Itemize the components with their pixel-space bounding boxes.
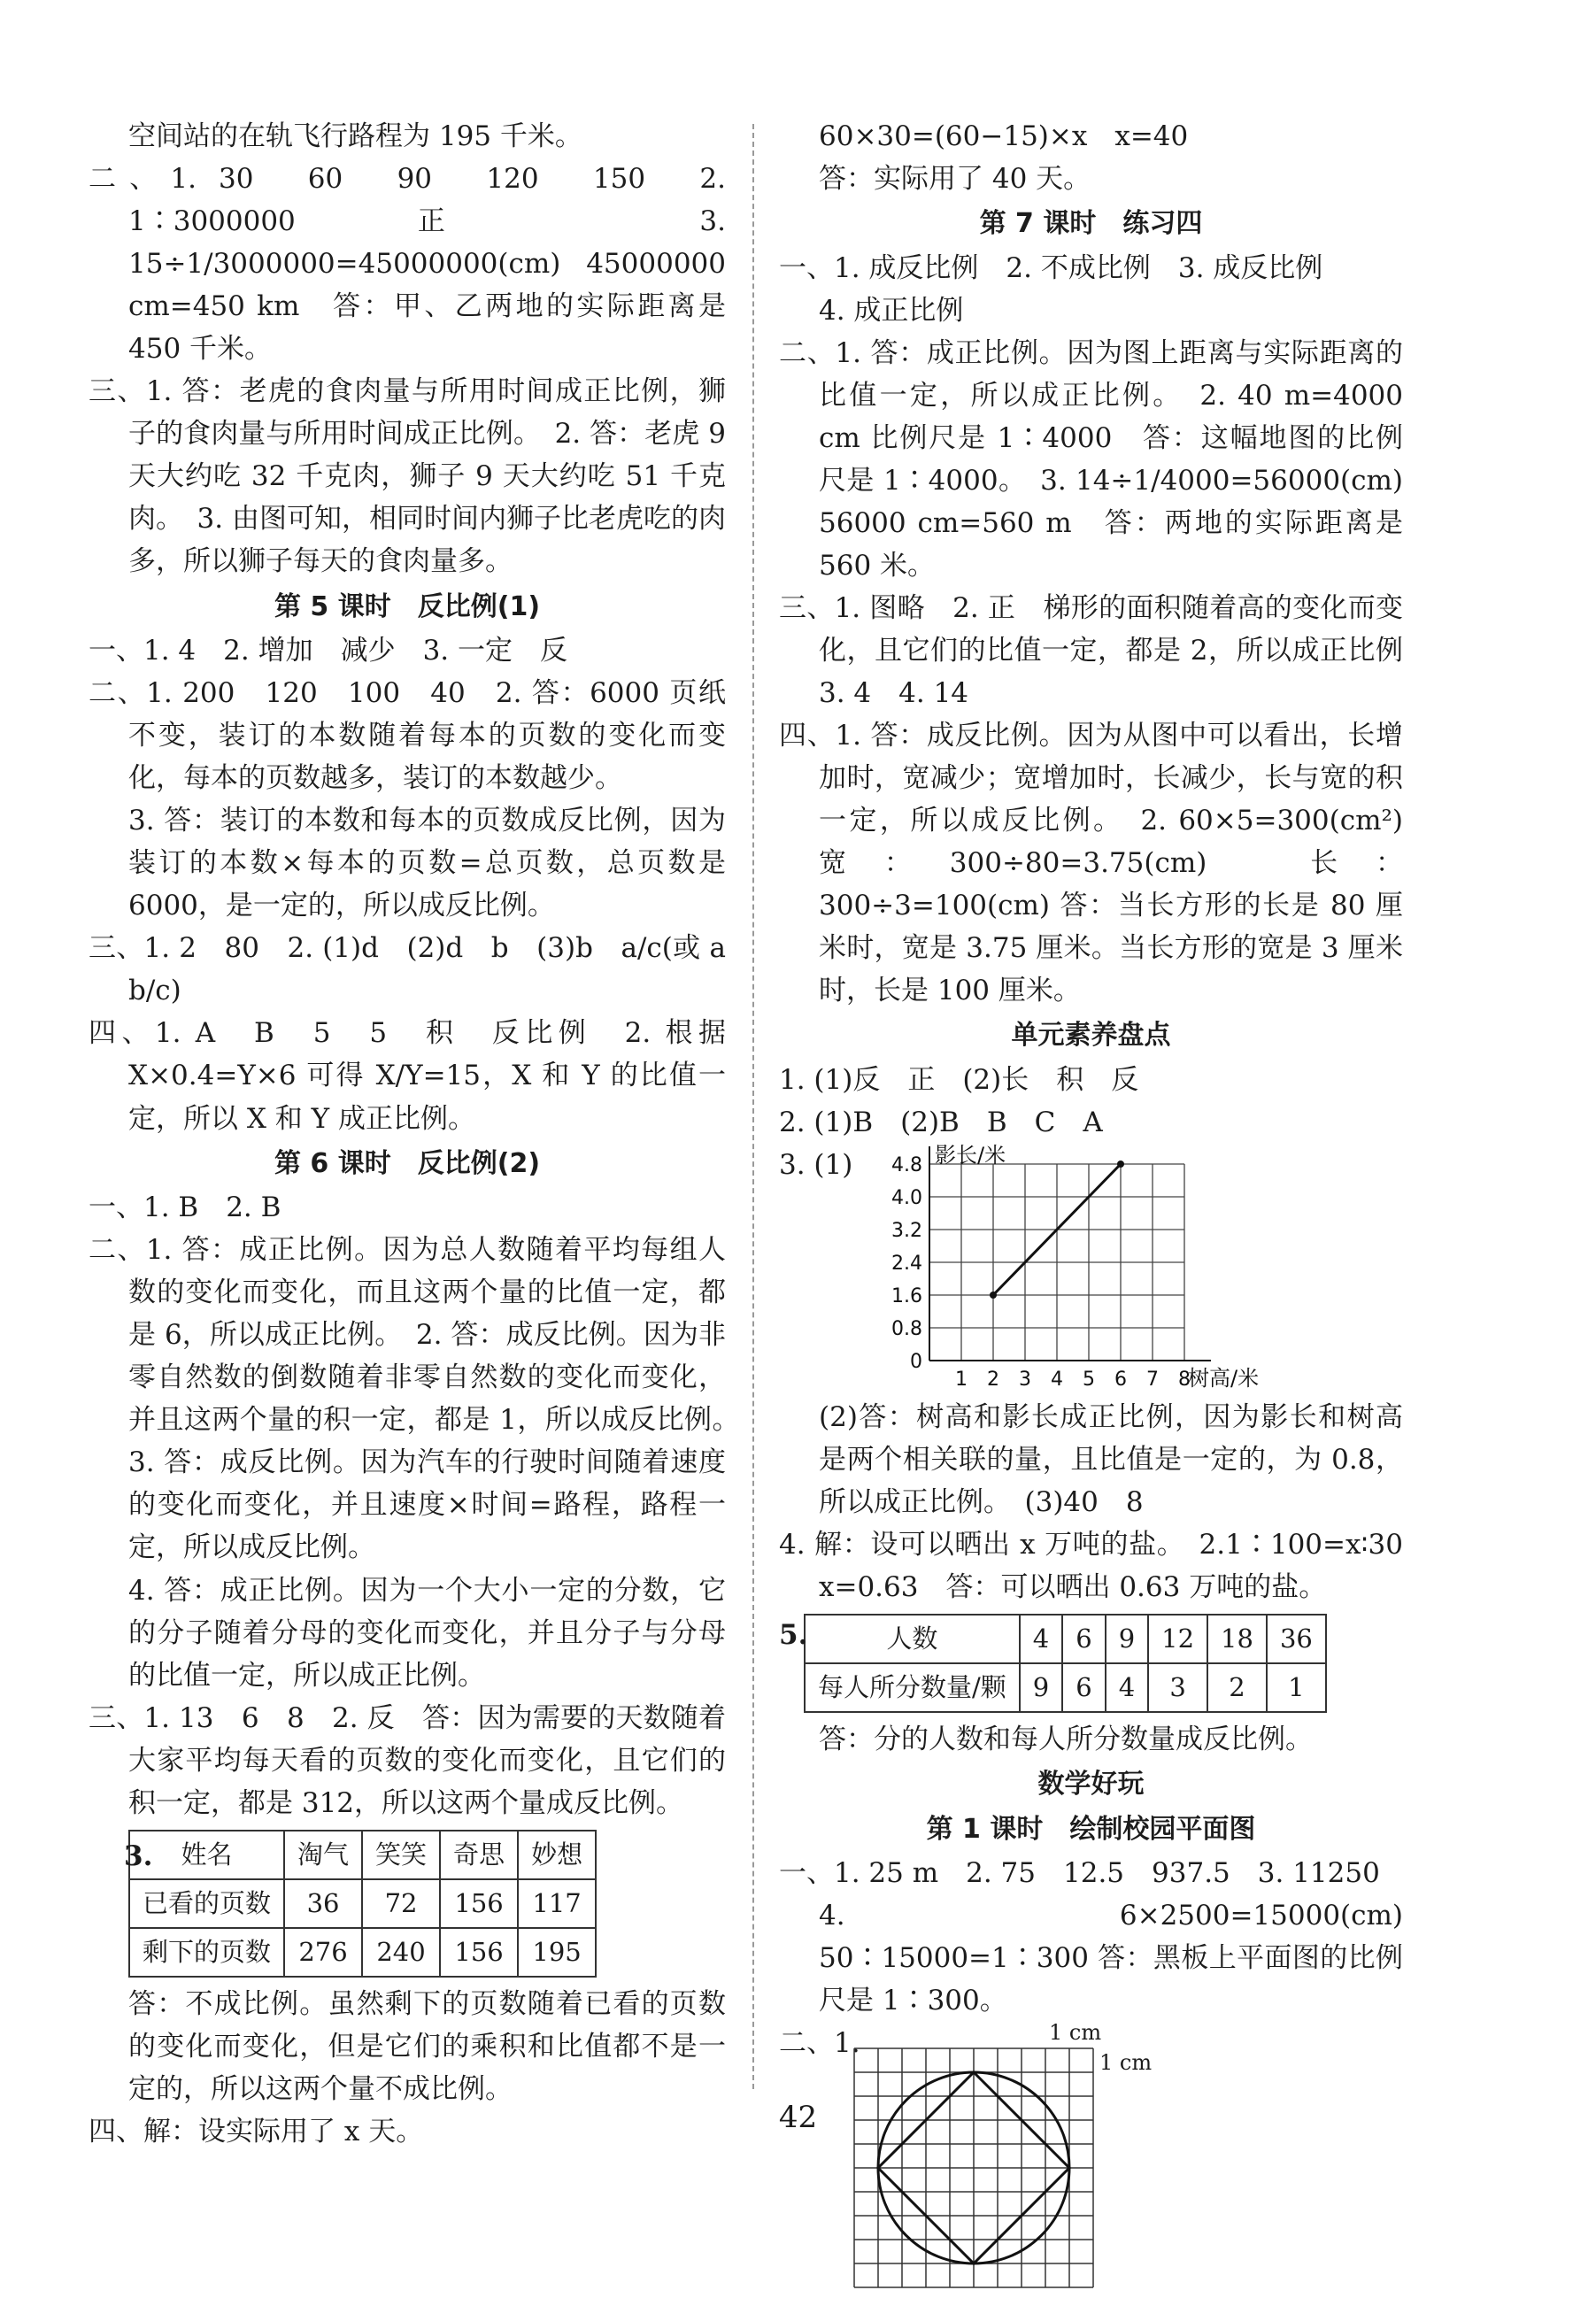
answer-line: 答：实际用了 40 天。 [819, 163, 1091, 196]
table-cell: 奇思 [440, 1831, 518, 1879]
table-row [129, 1879, 596, 1928]
table-cell: 剩下的页数 [129, 1928, 284, 1977]
y-tick-label: 0.8 [891, 1318, 922, 1341]
answer-line: 2. (1)B (2)B B C A [779, 1106, 1103, 1138]
section-title: 数学好玩 [1037, 1769, 1145, 1801]
answer-block: 一、1. B 2. B [89, 1191, 281, 1224]
answer-block: 一、1. 成反比例 2. 不成比例 3. 成反比例 [779, 251, 1323, 284]
pages-table [128, 1830, 597, 1978]
y-tick-label: 1.6 [891, 1285, 922, 1308]
shadow-chart [867, 1144, 1284, 1396]
page-number: 42 [778, 2100, 818, 2135]
right-column [779, 115, 1430, 2296]
school-plan-grid [845, 2040, 1102, 2296]
table-cell: 195 [518, 1928, 596, 1977]
table-cell: 156 [440, 1879, 518, 1928]
table-cell: 240 [362, 1928, 440, 1977]
table-cell: 妙想 [518, 1831, 596, 1879]
answer-block: 二、1. 200 120 100 40 2. 答：6000 页纸不变，装订的本数随着每本的页数的变化而变化，每本的页数越多，装订的本数越少。 [89, 677, 726, 795]
table-cell: 已看的页数 [129, 1879, 284, 1928]
answer-line: 答：分的人数和每人所分数量成反比例。 [819, 1724, 1313, 1756]
x-tick-label: 4 [1051, 1369, 1063, 1392]
table-cell: 2 [1207, 1663, 1267, 1712]
answer-block: 三、1. 答：老虎的食肉量与所用时间成正比例，狮子的食肉量与所用时间成正比例。 2. 答：老虎 9 天大约吃 32 千克肉，狮子 9 天大约吃 51 千克肉。 3. 由图可知，相同时间内狮子比老虎吃的肉多，所以狮子每天的食肉量多。 [89, 375, 726, 578]
answer-line: 4. 成正比例 [819, 294, 964, 327]
table-cell: 4 [1106, 1663, 1148, 1712]
left-column [89, 115, 753, 2153]
x-tick-label: 1 [955, 1369, 968, 1392]
distribution-table [804, 1614, 1327, 1713]
y-axis-label: 影长/米 [935, 1144, 1006, 1168]
table-cell: 笑笑 [362, 1831, 440, 1879]
answer-block: 四、1. 答：成反比例。因为从图中可以看出，长增加时，宽减少；宽增加时，长减少，长与宽的积一定，所以成反比例。 2. 60×5=300(cm²) 宽：300÷80=3.75(cm) 长：300÷3=100(cm) 答：当长方形的长是 80 厘米时，宽是 3.75 厘米。当长方形的宽是 3 厘米时，长是 100 厘米。 [779, 720, 1403, 1007]
table-row [805, 1615, 1326, 1663]
answer-block: 一、1. 4 2. 增加 减少 3. 一定 反 [89, 635, 568, 667]
y-tick-label: 0 [910, 1351, 922, 1374]
y-tick-label: 3.2 [891, 1220, 922, 1243]
table-cell: 3 [1148, 1663, 1207, 1712]
table-row [129, 1928, 596, 1977]
x-tick-label: 7 [1146, 1369, 1159, 1392]
table-cell: 姓名 [129, 1831, 284, 1879]
answer-block: 四、解：设实际用了 x 天。 [89, 2115, 424, 2148]
table-cell: 72 [362, 1879, 440, 1928]
table-row [805, 1663, 1326, 1712]
table-cell: 人数 [805, 1615, 1020, 1663]
table-cell: 6 [1062, 1615, 1105, 1663]
table-cell: 156 [440, 1928, 518, 1977]
data-point [990, 1292, 997, 1299]
scale-label-side: 1 cm [1099, 2050, 1153, 2076]
y-tick-label: 4.8 [891, 1154, 922, 1177]
x-tick-label: 2 [987, 1369, 999, 1392]
grid-drawing-block [779, 2022, 1403, 2296]
x-tick-label: 3 [1019, 1369, 1031, 1392]
table-cell: 淘气 [284, 1831, 362, 1879]
answer-block: 三、1. 图略 2. 正 梯形的面积随着高的变化而变化，且它们的比值一定，都是 2，所以成正比例 3. 4 4. 14 [779, 591, 1430, 710]
table-label: 3. [124, 1839, 153, 1872]
x-tick-label: 5 [1083, 1369, 1095, 1392]
lesson-title: 第 7 课时 练习四 [979, 208, 1203, 240]
answer-block: 二、1. 答：成正比例。因为图上距离与实际距离的比值一定，所以成正比例。 2. 40 m=4000 cm 比例尺是 1∶4000 答：这幅地图的比例尺是 1∶4000。 3. 14÷1/4000=56000(cm) 56000 cm=560 m 答：两地的实际距离是 560 米。 [779, 336, 1403, 582]
answer-block: 4. 答：成正比例。因为一个大小一定的分数，它的分子随着分母的变化而变化，并且分子与分母的比值一定，所以成正比例。 [128, 1574, 726, 1692]
answer-block: 二、1. 答：成正比例。因为总人数随着平均每组人数的变化而变化，而且这两个量的比值一定，都是 6，所以成正比例。 2. 答：成反比例。因为非零自然数的倒数随着非零自然数的变化而变化，并且这两个量的积一定，都是 1，所以成反比例。 3. 答：成反比例。因为汽车的行驶时间随着速度的变化而变化，并且速度×时间=路程，路程一定，所以成反比例。 [89, 1234, 753, 1564]
y-tick-label: 4.0 [891, 1187, 922, 1210]
table-cell: 36 [1267, 1615, 1326, 1663]
lesson-title: 第 5 课时 反比例(1) [274, 590, 541, 622]
grid-lines [854, 2048, 1093, 2287]
answer-block: 四、1. A B 5 5 积 反比例 2. 根据 X×0.4=Y×6 可得 X/Y=15，X 和 Y 的比值一定，所以 X 和 Y 成正比例。 [89, 1017, 726, 1135]
table-row [129, 1831, 596, 1879]
table-cell: 18 [1207, 1615, 1267, 1663]
answer-line: 1. (1)反 正 (2)长 积 反 [779, 1063, 1139, 1096]
table-cell: 12 [1148, 1615, 1207, 1663]
answer-line: 60×30=(60−15)×x x=40 [819, 120, 1189, 152]
table-cell: 117 [518, 1879, 596, 1928]
column-divider [752, 124, 754, 2089]
answer-block: 4. 6×2500=15000(cm) 50∶15000=1∶300 答：黑板上平面图的比例尺是 1∶300。 [819, 1900, 1430, 2017]
answer-line: 空间站的在轨飞行路程为 195 千米。 [128, 120, 582, 152]
table-cell: 每人所分数量/颗 [805, 1663, 1020, 1712]
answer-block: 3. 答：装订的本数和每本的页数成反比例，因为装订的本数×每本的页数=总页数，总页数是 6000，是一定的，所以成反比例。 [128, 805, 726, 922]
table-3-wrap [89, 1830, 726, 1978]
chart-block [779, 1144, 1403, 1396]
table-cell: 36 [284, 1879, 362, 1928]
scale-label-top: 1 cm [1049, 2020, 1102, 2046]
grid-label: 二、1. [779, 2027, 860, 2060]
answer-block: 三、1. 13 6 8 2. 反 答：因为需要的天数随着大家平均每天看的页数的变化而变化，且它们的积一定，都是 312，所以这两个量成反比例。 [89, 1701, 726, 1819]
table-cell: 1 [1267, 1663, 1326, 1712]
table-label: 5. [779, 1619, 808, 1652]
x-axis-label: 树高/米 [1188, 1366, 1260, 1392]
table-cell: 4 [1020, 1615, 1062, 1663]
answer-block: 三、1. 2 80 2. (1)d (2)d b (3)b a/c(或 a b/c) [89, 932, 726, 1007]
y-tick-label: 2.4 [891, 1253, 922, 1276]
answer-block: (2)答：树高和影长成正比例，因为影长和树高是两个相关联的量，且比值是一定的，为 0.8，所以成正比例。 (3)40 8 [819, 1401, 1403, 1519]
answer-block: 答：不成比例。虽然剩下的页数随着已看的页数的变化而变化，但是它们的乘积和比值都不是一定的，所以这两个量不成比例。 [128, 1987, 726, 2105]
answer-block: 4. 解：设可以晒出 x 万吨的盐。 2.1∶100=x∶30 x=0.63 答：可以晒出 0.63 万吨的盐。 [779, 1529, 1430, 1604]
x-tick-label: 6 [1114, 1369, 1127, 1392]
lesson-title: 第 1 课时 绘制校园平面图 [926, 1813, 1256, 1845]
table-5-wrap [779, 1614, 1403, 1713]
table-cell: 6 [1062, 1663, 1105, 1712]
table-cell: 9 [1020, 1663, 1062, 1712]
data-point [1117, 1161, 1124, 1168]
table-cell: 276 [284, 1928, 362, 1977]
section-title: 单元素养盘点 [1011, 1020, 1171, 1052]
x-tick-label: 8 [1178, 1369, 1191, 1392]
lesson-title: 第 6 课时 反比例(2) [274, 1147, 541, 1179]
table-cell: 9 [1106, 1615, 1148, 1663]
answer-line: 一、1. 25 m 2. 75 12.5 937.5 3. 11250 [779, 1857, 1380, 1890]
chart-label: 3. (1) [779, 1149, 853, 1182]
answer-block: 二、1. 30 60 90 120 150 2. 1∶3000000 正 3. 15÷1/3000000=45000000(cm) 45000000 cm=450 km 答：甲、乙两地的实际距离是 450 千米。 [89, 163, 726, 366]
